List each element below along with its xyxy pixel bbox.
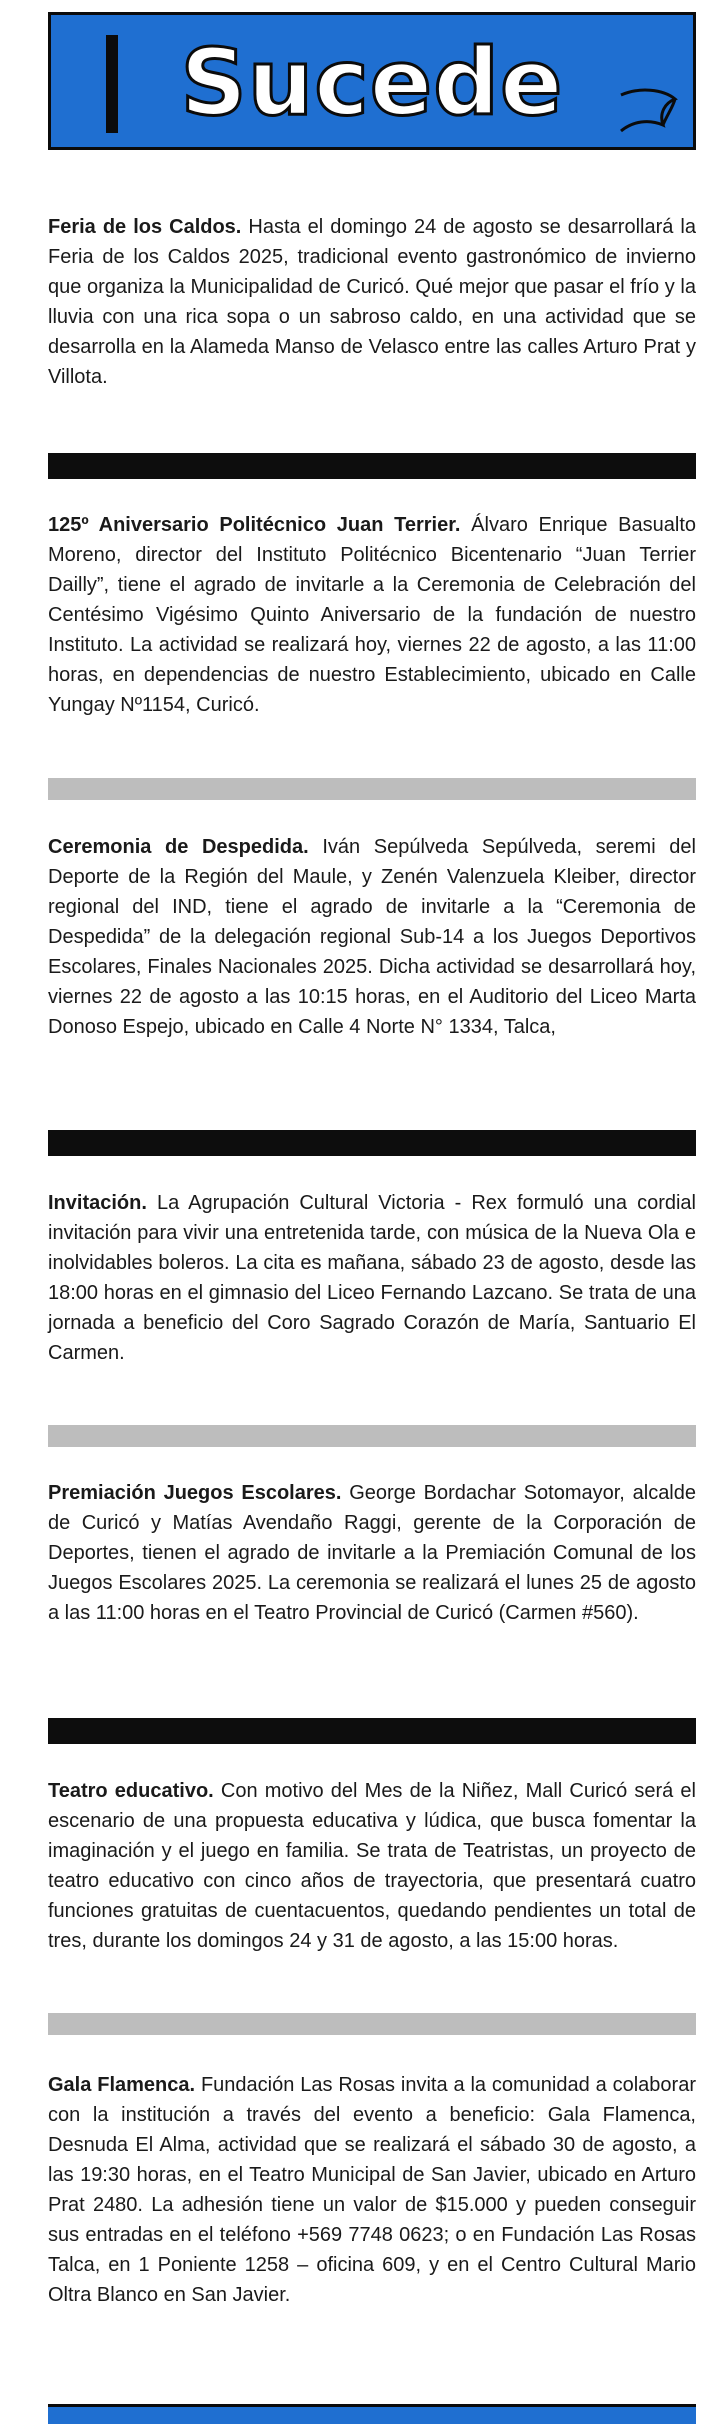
item-title: 125º Aniversario Politécnico Juan Terrier. <box>48 514 461 536</box>
news-item-teatro-educativo <box>48 1776 696 1956</box>
divider-gray <box>48 1425 696 1447</box>
item-body: Iván Sepúlveda Sepúlveda, seremi del Deporte de la Región del Maule, y Zenén Valenzuela Kleiber, director regional del IND, tiene el agrado de invitarle a la “Ceremonia de Despedida” de la delegación regional Sub-14 a los Juegos Deportivos Escolares, Finales Nacionales 2025. Dicha actividad se desarrollará hoy, viernes 22 de agosto a las 10:15 horas, en el Auditorio del Liceo Marta Donoso Espejo, ubicado en Calle 4 Norte N° 1334, Talca, <box>48 836 696 1038</box>
item-title: Invitación. <box>48 1192 147 1214</box>
item-title: Feria de los Caldos. <box>48 216 242 238</box>
section-header <box>48 12 696 150</box>
item-body: La Agrupación Cultural Victoria - Rex formuló una cordial invitación para vivir una entretenida tarde, con música de la Nueva Ola e inolvidables boleros. La cita es mañana, sábado 23 de agosto, desde las 18:00 horas en el gimnasio del Liceo Fernando Lazcano. Se trata de una jornada a beneficio del Coro Sagrado Corazón de María, Santuario El Carmen. <box>48 1192 696 1364</box>
news-item-aniversario <box>48 510 696 720</box>
item-body: George Bordachar Sotomayor, alcalde de Curicó y Matías Avendaño Raggi, gerente de la Corporación de Deportes, tienen el agrado de invitarle a la Premiación Comunal de los Juegos Escolares 2025. La ceremonia se realizará el lunes 25 de agosto a las 11:00 horas en el Teatro Provincial de Curicó (Carmen #560). <box>48 1482 696 1624</box>
divider-gray <box>48 778 696 800</box>
footer-accent-bar <box>48 2404 696 2424</box>
news-item-gala-flamenca <box>48 2070 696 2310</box>
divider-black <box>48 1130 696 1156</box>
news-item-invitacion <box>48 1188 696 1368</box>
item-title: Teatro educativo. <box>48 1780 214 1802</box>
divider-black <box>48 1718 696 1744</box>
news-item-premiacion <box>48 1478 696 1628</box>
item-title: Premiación Juegos Escolares. <box>48 1482 342 1504</box>
news-item-feria-caldos <box>48 212 696 392</box>
divider-gray <box>48 2013 696 2035</box>
item-body: Álvaro Enrique Basualto Moreno, director del Instituto Politécnico Bicentenario “Juan Terrier Dailly”, tiene el agrado de invitarle a la Ceremonia de Celebración del Centésimo Vigésimo Quinto Aniversario de la fundación de nuestro Instituto. La actividad se realizará hoy, viernes 22 de agosto, a las 11:00 horas, en dependencias de nuestro Establecimiento, ubicado en Calle Yungay Nº1154, Curicó. <box>48 514 696 716</box>
section-title: Sucede <box>180 29 564 136</box>
page-curl-icon <box>619 85 679 139</box>
item-body: Hasta el domingo 24 de agosto se desarrollará la Feria de los Caldos 2025, tradicional evento gastronómico de invierno que organiza la Municipalidad de Curicó. Qué mejor que pasar el frío y la lluvia con una rica sopa o un sabroso caldo, en una actividad que se desarrolla en la Alameda Manso de Velasco entre las calles Arturo Prat y Villota. <box>48 216 696 388</box>
item-title: Ceremonia de Despedida. <box>48 836 309 858</box>
news-item-ceremonia-despedida <box>48 832 696 1042</box>
item-body: Con motivo del Mes de la Niñez, Mall Curicó será el escenario de una propuesta educativa y lúdica, que busca fomentar la imaginación y el juego en familia. Se trata de Teatristas, un proyecto de teatro educativo con cinco años de trayectoria, que presentará cuatro funciones gratuitas de cuentacuentos, quedando pendientes un total de tres, durante los domingos 24 y 31 de agosto, a las 15:00 horas. <box>48 1780 696 1952</box>
item-title: Gala Flamenca. <box>48 2074 196 2096</box>
divider-black <box>48 453 696 479</box>
item-body: Fundación Las Rosas invita a la comunidad a colaborar con la institución a través del evento a beneficio: Gala Flamenca, Desnuda El Alma, actividad que se realizará el sábado 30 de agosto, a las 19:30 horas, en el Teatro Municipal de San Javier, ubicado en Arturo Prat 2480. La adhesión tiene un valor de $15.000 y pueden conseguir sus entradas en el teléfono +569 7748 0623; o en Fundación Las Rosas Talca, en 1 Poniente 1258 – oficina 609, y en el Centro Cultural Mario Oltra Blanco en San Javier. <box>48 2074 696 2306</box>
